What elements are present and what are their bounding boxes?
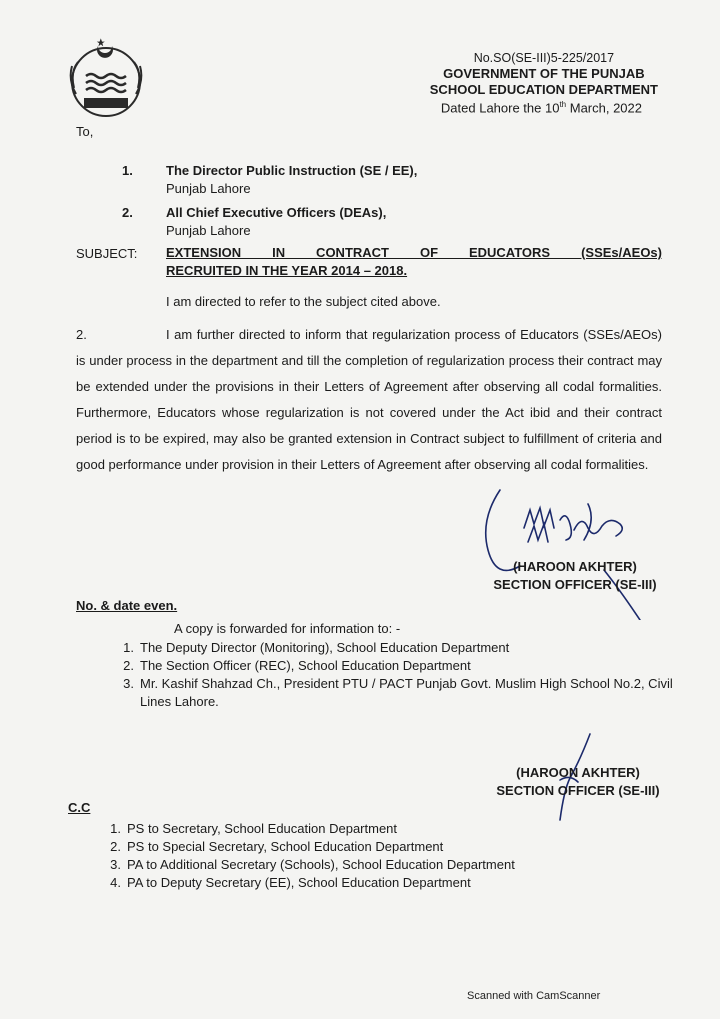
body-paragraph-2: 2. I am further directed to inform that regularization process of Educators (SSEs/AEOs) is under process in the department and till the completion of regularization process their contract may be extended under the provisions in their Letters of Agreement after observing all codal formalities. Furthermore, Educators whose regularization is not covered under the Act ibid and their contract period is to be expired, may also be granted extension in Contract subject to fulfillment of criteria and good performance under provision in their Letters of Agreement after observing all codal formalities.	[76, 327, 662, 472]
signatory-name: (HAROON AKHTER)	[516, 765, 640, 780]
cc-label: C.C	[68, 800, 91, 815]
government-name: GOVERNMENT OF THE PUNJAB	[443, 66, 645, 81]
signatory-title: SECTION OFFICER (SE-III)	[496, 783, 660, 798]
cc-list: 1. PS to Secretary, School Education Department 2. PS to Special Secretary, School Education Department 3. PA to Additional Secretary (Schools), School Education Department 4. PA to Deputy Secretary (EE), School Education Department	[110, 821, 515, 890]
no-date-even-label: No. & date even.	[76, 598, 178, 613]
handwritten-signature	[470, 480, 650, 620]
addressee-2: 2. All Chief Executive Officers (DEAs), Punjab Lahore	[122, 205, 387, 238]
copy-forwarded-intro: A copy is forwarded for information to: -	[174, 621, 401, 636]
addressee-1: 1. The Director Public Instruction (SE / EE), Punjab Lahore	[122, 163, 418, 196]
subject-label: SUBJECT:	[76, 246, 138, 261]
signatory-title: SECTION OFFICER (SE-III)	[493, 577, 657, 592]
scanner-footer: Scanned with CamScanner	[467, 990, 601, 1002]
punjab-emblem-logo	[60, 32, 152, 124]
signature-block-2	[478, 764, 678, 800]
letter-header	[430, 50, 658, 98]
copy-list: 1. The Deputy Director (Monitoring), School Education Department 2. The Section Officer (REC), School Education Department 3. Mr. Kashif Shahzad Ch., President PTU / PACT Punjab Govt. Muslim High School No.2, Civil Lines Lahore.	[123, 640, 673, 709]
signature-block-1	[478, 558, 672, 594]
department-name: SCHOOL EDUCATION DEPARTMENT	[429, 82, 658, 97]
subject-text: EXTENSION IN CONTRACT OF EDUCATORS (SSEs/AEOs) RECRUITED IN THE YEAR 2014 – 2018.	[166, 245, 662, 278]
signatory-name: (HAROON AKHTER)	[513, 559, 637, 574]
reference-number: No.SO(SE-III)5-225/2017	[473, 51, 615, 65]
intro-line: I am directed to refer to the subject cited above.	[166, 294, 441, 309]
letter-date: Dated Lahore the 10th March, 2022	[440, 100, 642, 116]
to-label: To,	[76, 124, 94, 139]
